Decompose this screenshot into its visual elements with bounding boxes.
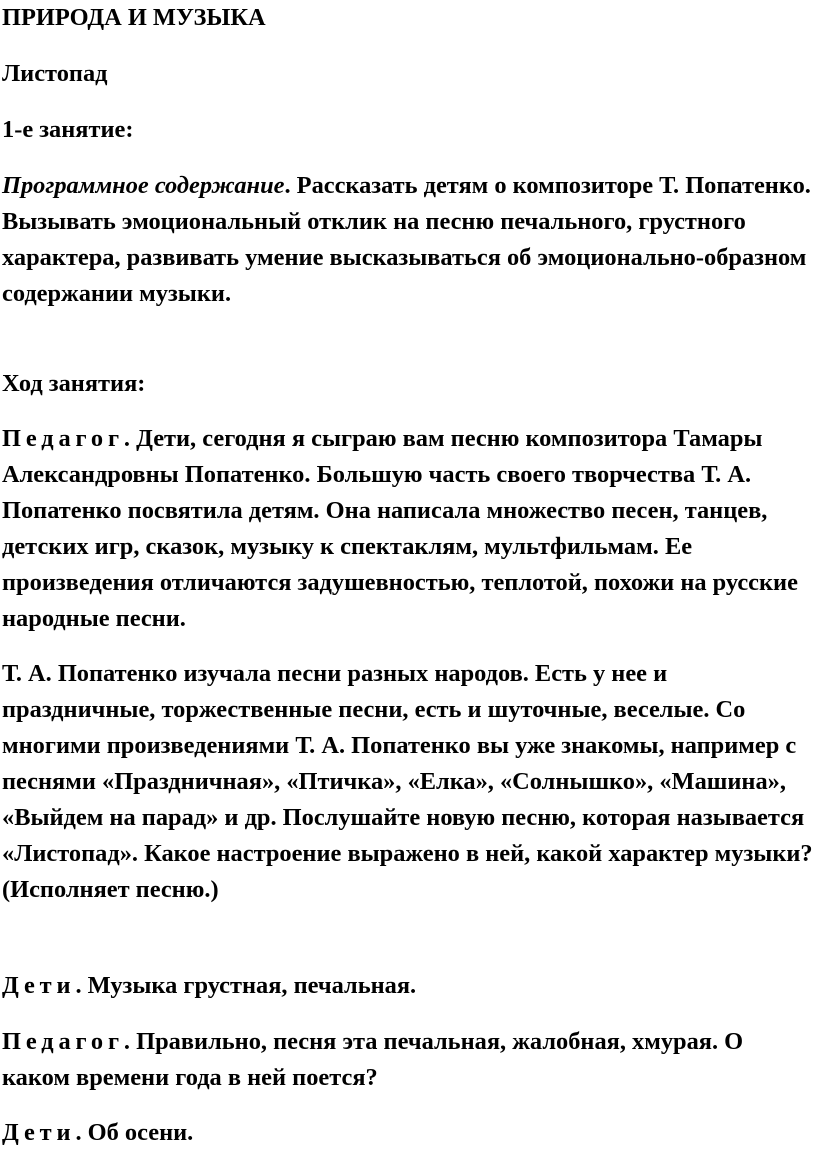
paragraph-text: . Об осени. xyxy=(75,1119,194,1146)
paragraph-text: Т. А. Попатенко изучала песни разных народов. Есть у нее и праздничные, торжественные песни, есть и шуточные, веселые. Со многими произведениями Т. А. Попатенко вы уже знакомы, например с песнями «Праздничная», «Птичка», «Елка», «Солнышко», «Машина», «Выйдем на парад» и др. Послушайте новую песню, которая называется «Листопад». Какое настроение выражено в ней, какой характер музыки? (Исполняет песню.) xyxy=(2,660,813,903)
document-subtitle: Листопад xyxy=(2,60,108,87)
speaker-label: Дети xyxy=(2,1119,76,1146)
document-title: ПРИРОДА И МУЗЫКА xyxy=(2,4,266,31)
speaker-label: Педагог xyxy=(2,1028,124,1055)
paragraph-children-1 xyxy=(2,968,814,1004)
speaker-label: Дети xyxy=(2,972,76,999)
paragraph-children-2 xyxy=(2,1115,814,1151)
program-paragraph xyxy=(2,168,814,312)
lesson-heading: 1-е занятие: xyxy=(2,116,134,143)
paragraph-text: . Правильно, песня эта печальная, жалобная, хмурая. О каком времени года в ней поется? xyxy=(2,1028,744,1091)
program-text: . Рассказать детям о композиторе Т. Попатенко. Вызывать эмоциональный отклик на песню печального, грустного характера, развивать умение высказываться об эмоционально-образном содержании музыки. xyxy=(2,172,811,307)
paragraph-teacher-1 xyxy=(2,421,814,637)
paragraph-text: . Дети, сегодня я сыграю вам песню композитора Тамары Александровны Попатенко. Большую часть своего творчества Т. А. Попатенко посвятила детям. Она написала множество песен, танцев, детских игр, сказок, музыку к спектаклям, мультфильмам. Ее произведения отличаются задушевностью, теплотой, похожи на русские народные песни. xyxy=(2,425,798,632)
paragraph-text: . Музыка грустная, печальная. xyxy=(75,972,417,999)
paragraph-teacher-3 xyxy=(2,1024,814,1096)
speaker-label: Педагог xyxy=(2,425,124,452)
course-heading: Ход занятия: xyxy=(2,370,146,397)
program-label: Программное содержание xyxy=(2,172,285,199)
paragraph-teacher-2 xyxy=(2,656,814,908)
